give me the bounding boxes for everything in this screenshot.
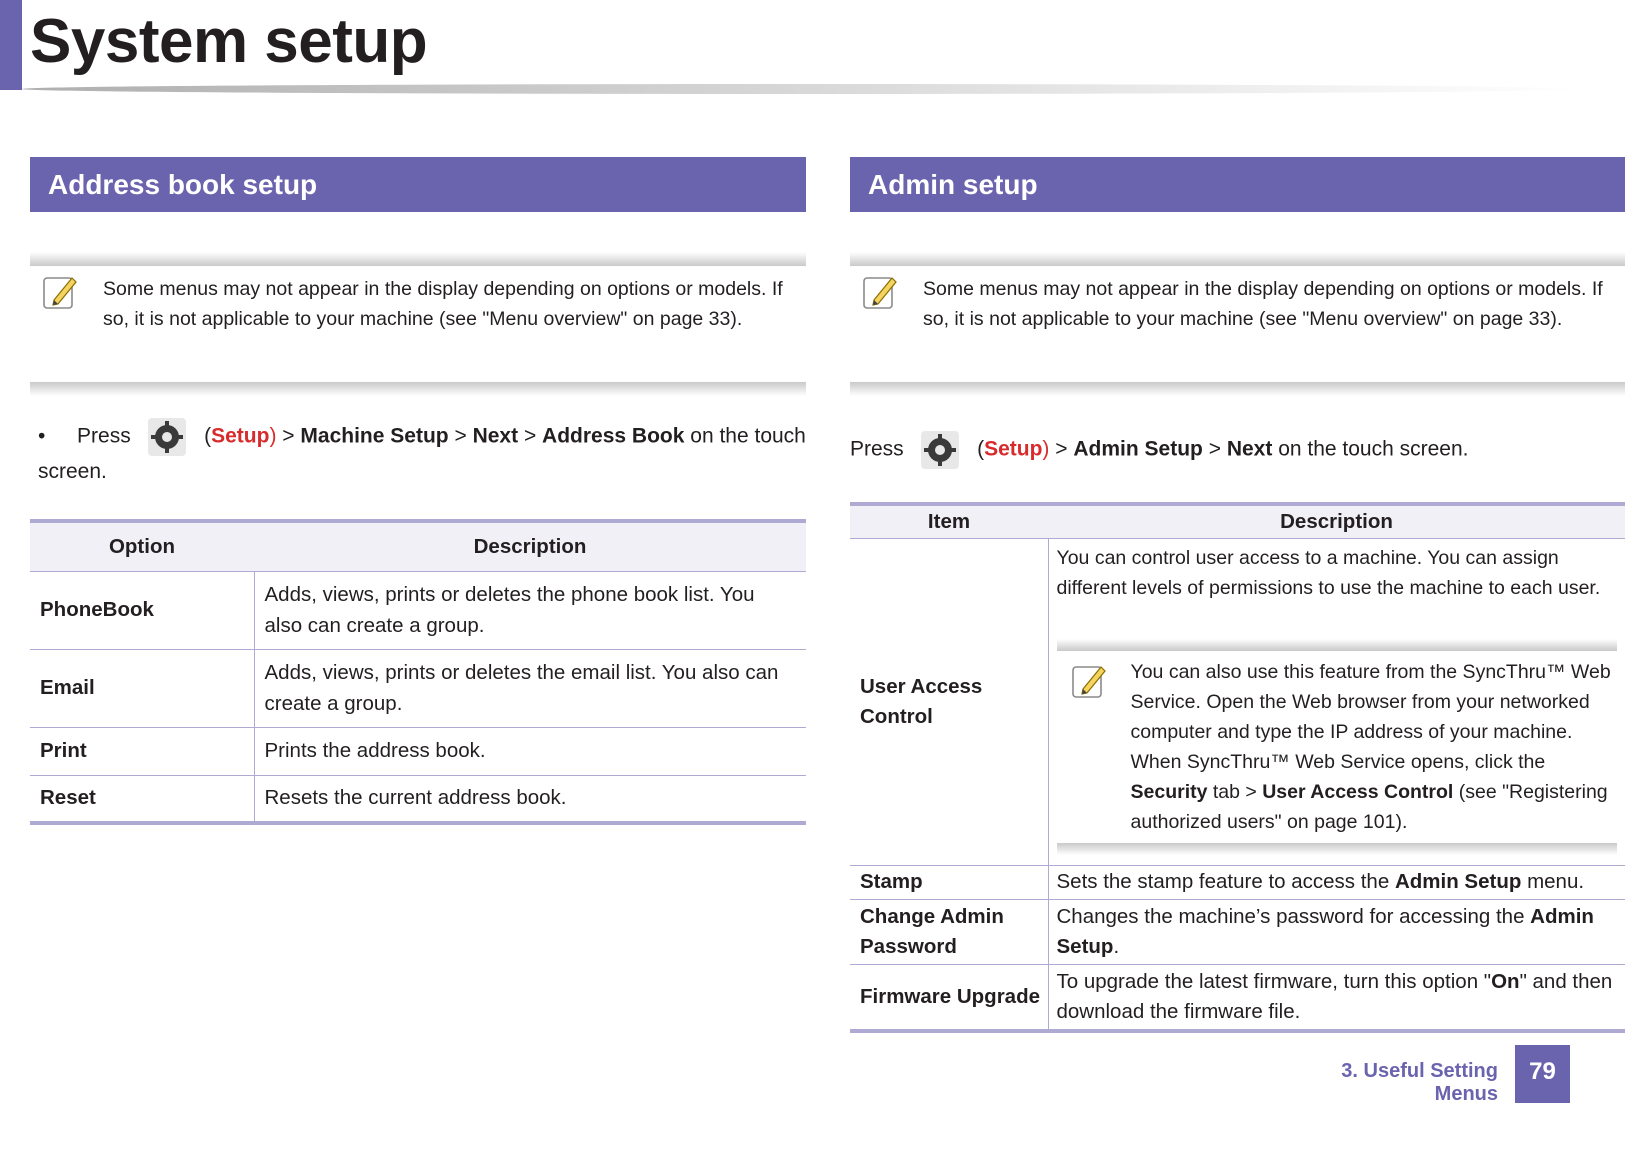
path-machine-setup: Machine Setup	[300, 424, 449, 448]
section-header-admin-setup: Admin setup	[850, 157, 1625, 212]
security-tab-label: Security	[1130, 780, 1208, 803]
desc-phonebook: Adds, views, prints or deletes the phone book list. You also can create a group.	[254, 571, 806, 649]
inner-note: You can also use this feature from the SyncThru™ Web Service. Open the Web browser from your networked computer and type the IP address of your machine. When SyncThru™ Web Service opens, click the Security tab > User Access Control (see "Registering authorized users" on page 101).	[1057, 651, 1618, 843]
item-user-access-control: User Access Control	[850, 538, 1048, 865]
desc-change-admin-password: Changes the machine’s password for accessing the Admin Setup.	[1048, 899, 1625, 964]
item-change-admin-password: Change Admin Password	[850, 899, 1048, 964]
note-pencil-icon	[1071, 661, 1107, 710]
table-row	[30, 649, 806, 727]
section-header-address-book: Address book setup	[30, 157, 806, 212]
press-instruction: Press (Setup) > Admin Setup > Next on the touch screen.	[850, 431, 1620, 469]
option-email: Email	[30, 649, 254, 727]
table-row	[30, 727, 806, 775]
table-row	[30, 571, 806, 649]
address-book-table	[30, 519, 806, 825]
table-row	[850, 538, 1625, 865]
col-header-option: Option	[30, 521, 254, 571]
note-pencil-icon	[862, 272, 898, 317]
page-title: System setup	[30, 7, 428, 76]
press-instruction: • Press (Setup) > Machine Setup > Next > Address Book on the touch screen.	[38, 418, 808, 488]
footer-chapter: 3. Useful Setting Menus	[1341, 1060, 1498, 1105]
note-top-shade	[30, 252, 806, 266]
uac-description: You can control user access to a machine. You can assign different levels of permissions to use the machine to each user.	[1056, 546, 1601, 599]
path-address-book: Address Book	[542, 424, 685, 448]
gear-setup-icon	[921, 431, 959, 469]
title-accent-bar	[0, 0, 22, 90]
path-next: Next	[472, 424, 519, 448]
col-header-description: Description	[1048, 504, 1625, 538]
bullet: •	[38, 424, 46, 448]
desc-user-access-control	[1048, 538, 1625, 865]
desc-print: Prints the address book.	[254, 727, 806, 775]
desc-firmware-upgrade: To upgrade the latest firmware, turn this option "On" and then download the firmware file.	[1048, 964, 1625, 1031]
inner-note-top-shade	[1057, 639, 1618, 651]
table-row	[850, 865, 1625, 899]
note-top-shade	[850, 252, 1625, 266]
table-row	[850, 964, 1625, 1031]
uac-label: User Access Control	[1262, 780, 1454, 803]
option-print: Print	[30, 727, 254, 775]
setup-label: Setup	[211, 424, 270, 448]
note-pencil-icon	[42, 272, 78, 317]
note-text: Some menus may not appear in the display depending on options or models. If so, it is not applicable to your machine (see "Menu overview" on page 33).	[923, 278, 1603, 330]
setup-label: Setup	[984, 437, 1043, 461]
option-reset: Reset	[30, 775, 254, 823]
press-tail: on the touch screen.	[1278, 437, 1469, 461]
table-row	[30, 775, 806, 823]
desc-stamp: Sets the stamp feature to access the Admin Setup menu.	[1048, 865, 1625, 899]
item-firmware-upgrade: Firmware Upgrade	[850, 964, 1048, 1031]
option-phonebook: PhoneBook	[30, 571, 254, 649]
title-divider	[22, 84, 1582, 94]
note-bottom-shade	[30, 382, 806, 396]
press-word: Press	[77, 424, 131, 448]
desc-email: Adds, views, prints or deletes the email list. You also can create a group.	[254, 649, 806, 727]
col-header-item: Item	[850, 504, 1048, 538]
note-text: Some menus may not appear in the display depending on options or models. If so, it is not applicable to your machine (see "Menu overview" on page 33).	[103, 278, 783, 330]
page-number: 79	[1515, 1045, 1570, 1103]
path-admin-setup: Admin Setup	[1073, 437, 1203, 461]
item-stamp: Stamp	[850, 865, 1048, 899]
gear-setup-icon	[148, 418, 186, 456]
path-next: Next	[1226, 437, 1273, 461]
press-word: Press	[850, 437, 904, 461]
desc-reset: Resets the current address book.	[254, 775, 806, 823]
col-header-description: Description	[254, 521, 806, 571]
press-tail: on the touch screen.	[38, 424, 806, 483]
table-row	[850, 899, 1625, 964]
inner-note-bottom-shade	[1057, 843, 1618, 855]
admin-setup-table	[850, 502, 1625, 1033]
note-bottom-shade	[850, 382, 1625, 396]
